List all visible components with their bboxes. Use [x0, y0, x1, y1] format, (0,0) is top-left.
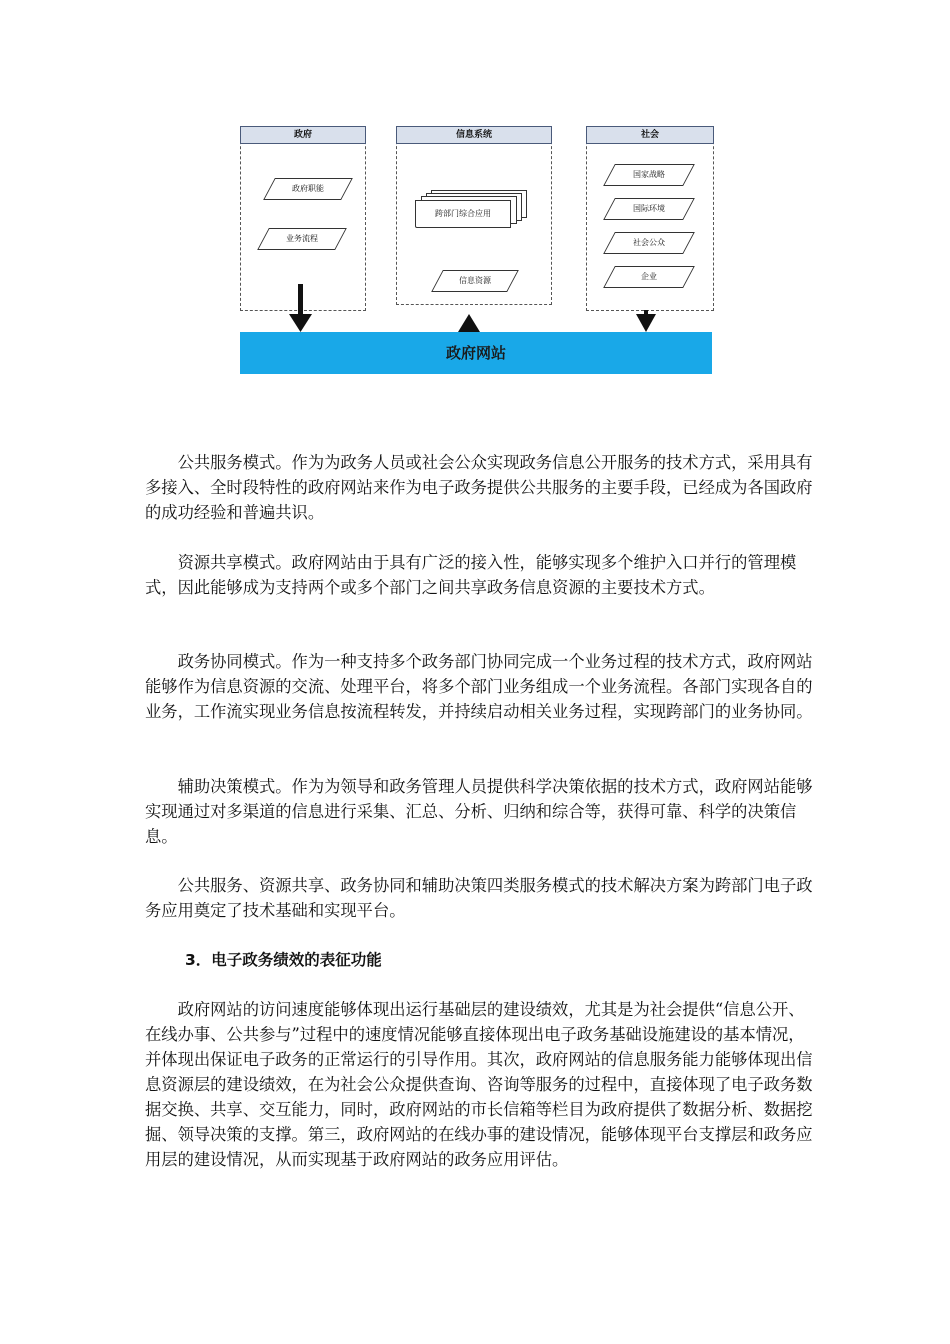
panel-information-system-title: 信息系统 — [396, 126, 552, 144]
government-website-bar: 政府网站 — [240, 332, 712, 374]
paragraph-resource-sharing: 资源共享模式。政府网站由于具有广泛的接入性，能够实现多个维护入口并行的管理模式，因此能够成为支持两个或多个部门之间共享政务信息资源的主要技术方式。 — [145, 553, 797, 597]
panel-society-title: 社会 — [586, 126, 714, 144]
arrow-down-government-icon — [289, 284, 312, 332]
item-information-resources: 信息资源 — [437, 270, 513, 292]
paragraph-performance: 政府网站的访问速度能够体现出运行基础层的建设绩效，尤其是为社会提供“信息公开、在线办事、公共参与”过程中的速度情况能够直接体现出电子政务基础设施建设的基本情况，并体现出保证电子政务的正常运行的引导作用。其次，政府网站的信息服务能力能够体现出信息资源层的建设绩效，在为社会公众提供查询、咨询等服务的过程中，直接体现了电子政务数据交换、共享、交互能力，同时，政府网站的市长信箱等栏目为政府提供了数据分析、数据挖掘、领导决策的支撑。第三，政府网站的在线办事的建设情况，能够体现平台支撑层和政务应用层的建设情况，从而实现基于政府网站的政务应用评估。 — [145, 1000, 813, 1169]
paragraph-decision-support: 辅助决策模式。作为为领导和政务管理人员提供科学决策依据的技术方式，政府网站能够实现通过对多渠道的信息进行采集、汇总、分析、归纳和综合等，获得可靠、科学的决策信息。 — [145, 777, 813, 846]
panel-government-title: 政府 — [240, 126, 366, 144]
paragraph-summary: 公共服务、资源共享、政务协同和辅助决策四类服务模式的技术解决方案为跨部门电子政务应用奠定了技术基础和实现平台。 — [145, 876, 813, 920]
government-website-diagram — [238, 126, 714, 376]
item-national-strategy: 国家战略 — [609, 164, 689, 186]
item-government-functions: 政府职能 — [269, 178, 347, 200]
item-cross-department-apps: 跨部门综合应用 — [415, 190, 527, 230]
section-heading: 3．电子政务绩效的表征功能 — [185, 951, 382, 969]
paragraph-collaboration: 政务协同模式。作为一种支持多个政务部门协同完成一个业务过程的技术方式，政府网站能够作为信息资源的交流、处理平台，将多个部门业务组成一个业务流程。各部门实现各自的业务，工作流实现业务信息按流程转发，并持续启动相关业务过程，实现跨部门的业务协同。 — [145, 652, 813, 721]
paragraph-public-service: 公共服务模式。作为为政务人员或社会公众实现政务信息公开服务的技术方式，采用具有多接入、全时段特性的政府网站来作为电子政务提供公共服务的主要手段，已经成为各国政府的成功经验和普遍共识。 — [145, 453, 813, 522]
item-enterprise: 企业 — [609, 266, 689, 288]
arrow-down-society-icon — [636, 310, 656, 332]
arrow-up-information-system-icon — [458, 314, 480, 332]
item-public: 社会公众 — [609, 232, 689, 254]
item-international-environment: 国际环境 — [609, 198, 689, 220]
item-business-process: 业务流程 — [263, 228, 341, 250]
